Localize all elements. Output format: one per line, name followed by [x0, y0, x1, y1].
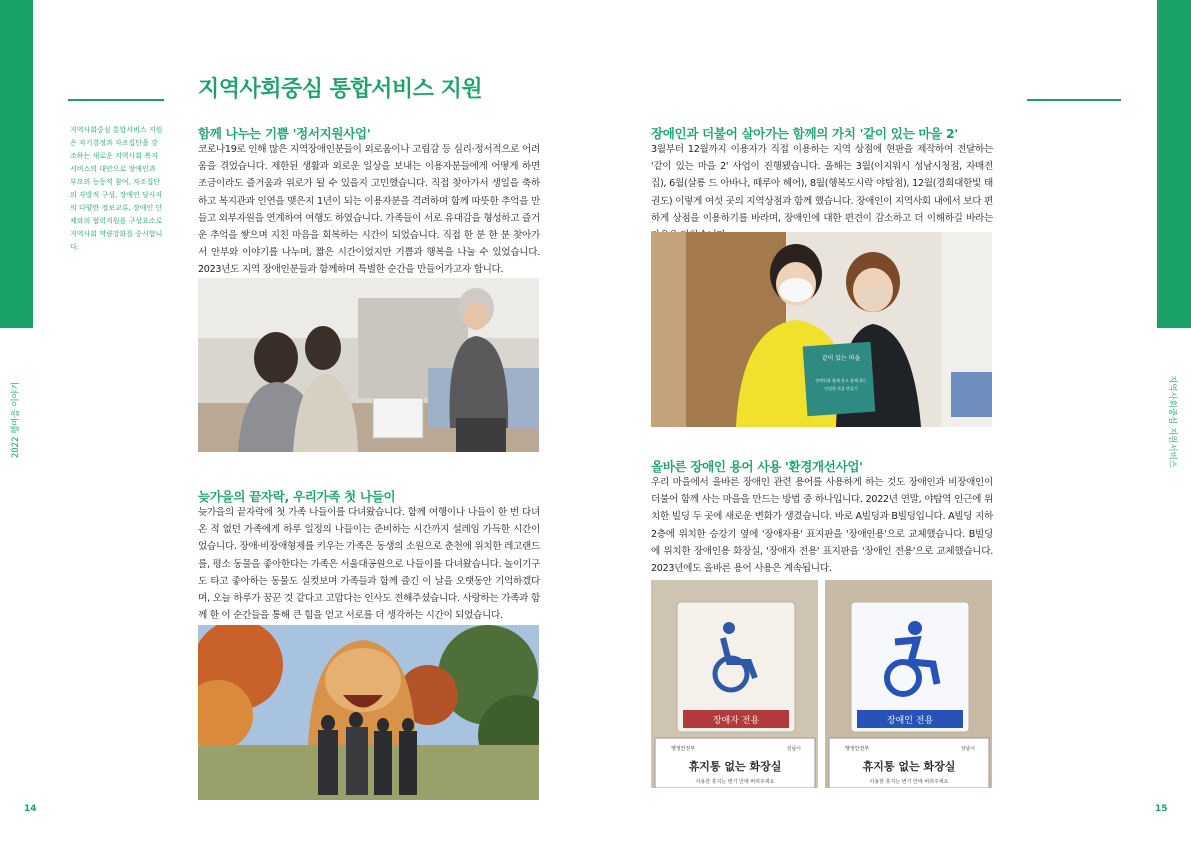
- photo-sign-after: [825, 580, 992, 788]
- photo-plaque-presentation: [651, 232, 992, 427]
- plaque-title: 같이 있는 마을: [821, 355, 861, 362]
- right-page-number: 15: [1155, 804, 1168, 814]
- section-heading-environment: 올바른 장애인 용어 사용 '환경개선사업': [651, 459, 863, 474]
- section-heading-village-together: 장애인과 더불어 살아가는 함께의 가치 '같이 있는 마을 2': [651, 126, 958, 141]
- section-body-village-together: 3월부터 12월까지 이용자가 직접 이용하는 지역 상점에 현판을 제작하여 전달하는 '같이 있는 마을 2' 사업이 진행됐습니다. 올해는 3월(이지워시 성남시청점, 자매전집), 6월(살롱 드 아바나, 떼루아 헤어), 8월(행복도시락 야탑점), 12월(경희대한빛 태권도) 이렇게 여섯 곳의 지역상점과 함께 했습니다. 장애인이 지역사회 내에서 보다 편하게 상점을 이용하기를 바라며, 장애인에 대한 편견이 감소하고 더 이해하길 바라는: [651, 144, 993, 224]
- right-vertical-label: 지역사회중심 지원서비스: [1167, 375, 1177, 469]
- org-left-old: 행정안전부: [671, 746, 696, 752]
- org-right-new: 성남시: [960, 746, 975, 752]
- section-body-environment: 우리 마을에서 올바른 장애인 관련 용어를 사용하게 하는 것도 장애인과 비장애인이 더불어 함께 사는 마을을 만드는 방법 중 하나입니다. 2022년 연말, 야탑역 인근에 위치한 빌딩 두 곳에 새로운 변화가 생겼습니다. 바로 A빌딩과 B빌딩입니다. A빌딩 지하 2층에 위치한 승강기 옆에 '장애자용' 표지판을 '장애인용'으로 교체했습니다. B빌딩에 위치한 장애인용 화장실, '장애자 전용' 표지판을 '장애인 전용'으로 교체했습니다. 2023년에도 올바른 용어 사용은 계속됩니다.: [651, 477, 993, 575]
- plaque-line2: 안녕한 마을 만들기: [824, 386, 858, 391]
- right-accent-tab: [1157, 0, 1191, 328]
- notice-text-old: 휴지통 없는 화장실: [688, 760, 782, 773]
- left-vertical-label: 2022 행마을 이야기: [11, 381, 21, 459]
- page-title: 지역사회중심 통합서비스 지원: [198, 77, 483, 102]
- photo-sign-before: [651, 580, 818, 788]
- notice-sub-old: 사용한 휴지는 변기 안에 버려주세요: [695, 779, 775, 785]
- sign-label-old: 장애자 전용: [712, 716, 760, 726]
- left-top-rule: [68, 99, 164, 101]
- notice-text-new: 휴지통 없는 화장실: [862, 760, 956, 773]
- org-left-new: 행정안전부: [845, 746, 870, 752]
- section-heading-emotional-support: 함께 나누는 기쁨 '정서지원사업': [198, 126, 371, 141]
- dynamic-wheelchair-icon: [908, 621, 922, 635]
- photo-family-trip: [198, 625, 539, 800]
- section-heading-family-trip: 늦가을의 끝자락, 우리가족 첫 나들이: [198, 489, 396, 504]
- right-top-rule: [1027, 99, 1121, 101]
- org-right-old: 성남시: [786, 746, 801, 752]
- side-note: 지역사회중심 통합서비스 지원은 자기결정과 자조집단을 강조하는 새로운 지역사회 복지서비스의 대안으로 장애인과 부모의 능동적 참여, 자조집단의 자발적 구성, 장애인 당사자의 다양한 정보교류, 장애인 단체와의 협력지원을 구성요소로 지역사회 역량강화를 중시합니다.: [70, 126, 163, 251]
- wheelchair-icon: [723, 622, 735, 634]
- left-page-number: 14: [24, 804, 37, 814]
- section-body-family-trip: 늦가을의 끝자락에 첫 가족 나들이를 다녀왔습니다. 함께 여행이나 나들이 한 번 다녀온 적 없던 가족에게 하루 일정의 나들이는 준비하는 시간까지 설레임 가득한 시간이었습니다. 장애·비장애형제를 키우는 가족은 동생의 소원으로 춘천에 위치한 레고랜드를, 평소 동물을 좋아한다는 가족은 서울대공원으로 나들이를 다녀왔습니다. 놀이기구도 타고 좋아하는 동물도 실컷보며 가족들과 함께 즐긴 이 날을 오랫동안 기억하겠다며, 오늘 하루가 꿈꾼 것 같다고 고맙다는 인사도 전해주셨습니다. 사랑하는 가족과 함께 한 이 순간들을 통해 큰 힘을 얻고 서로를 더 생각하는 시간이 되었습니다.: [198, 507, 540, 622]
- section-body-emotional-support: 코로나19로 인해 많은 지역장애인분들이 외로움이나 고립감 등 심리·정서적으로 어려움을 겪었습니다. 제한된 생활과 외로운 일상을 보내는 이용자분들에게 어떻게 하면 조금이라도 즐거움과 위로가 될 수 있을지 고민했습니다. 직접 찾아가서 생일을 축하하고 복지관과 인연을 맺은지 1년이 되는 이용자분을 격려하며 함께 따뜻한 추억을 만들고 외부자원을 연계하여 여행도 하였습니다. 가족들이 서로 유대감을 형성하고 즐거운 추억을 쌓으며 지친 마음을 회복하는 시간이 되었습니다. 직접 한 분 한 분 찾아가서 안부와 이야기를 나누며, 짧은 시간이었지만 기쁨과 행복을 나눌 수 있었습니다. 2023년도 지역 장애인분들과 함께하며 특별한 순간을 만들어가고자 합니다.: [198, 144, 540, 276]
- plaque-line1: 장애인과 함께 웃고 함께 하는: [815, 378, 867, 383]
- left-accent-tab: [0, 0, 33, 328]
- notice-sub-new: 사용한 휴지는 변기 안에 버려주세요: [869, 779, 949, 785]
- photo-home-visit: [198, 278, 539, 452]
- sign-label-new: 장애인 전용: [886, 716, 934, 726]
